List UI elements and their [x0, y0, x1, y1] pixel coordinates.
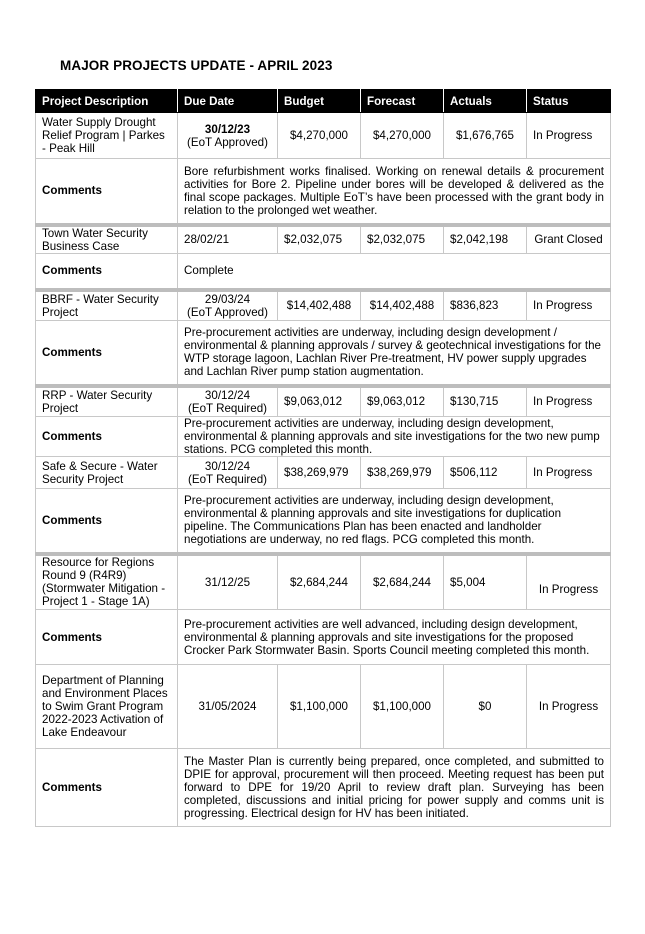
comment-text: Bore refurbishment works finalised. Working on renewal details & procurement activities for Bore 2. Pipeline under bores will be developed & delivered as the final scope packages. Multiple EoT’s have been processed with the grant body in relation to the prolonged wet weather.: [178, 159, 611, 225]
actuals: $1,676,765: [444, 113, 527, 159]
table-row: [36, 386, 611, 417]
comments-label: Comments: [36, 417, 178, 457]
header-project-description: Project Description: [36, 90, 178, 113]
comment-text: Pre-procurement activities are underway, including design development, environmental & planning approvals and site investigations for the two new pump stations. PCG completed this month.: [178, 417, 611, 457]
actuals: $0: [444, 665, 527, 749]
table-row: [36, 457, 611, 489]
due-date-cell: [178, 457, 278, 489]
forecast: $38,269,979: [361, 457, 444, 489]
comments-label: Comments: [36, 489, 178, 554]
status: In Progress: [527, 457, 611, 489]
table-row: [36, 290, 611, 321]
comment-row: [36, 321, 611, 386]
comment-row: [36, 489, 611, 554]
due-date: 30/12/23: [204, 122, 251, 136]
projects-table: [35, 89, 611, 827]
actuals: $506,112: [444, 457, 527, 489]
table-row: [36, 225, 611, 254]
table-row: [36, 554, 611, 610]
due-date: 30/12/24: [204, 459, 251, 473]
budget: $9,063,012: [278, 386, 361, 417]
budget: $38,269,979: [278, 457, 361, 489]
project-description: Town Water Security Business Case: [36, 225, 178, 254]
due-note: (EoT Approved): [187, 305, 268, 319]
comments-label: Comments: [36, 610, 178, 665]
comment-text: Pre-procurement activities are well advanced, including design development, environmental & planning approvals and site investigations for the proposed Crocker Park Stormwater Basin. Sports Council meeting completed this month.: [178, 610, 611, 665]
due-date: 28/02/21: [178, 225, 278, 254]
comment-row: [36, 417, 611, 457]
comment-row: [36, 610, 611, 665]
comment-row: [36, 749, 611, 827]
actuals: $130,715: [444, 386, 527, 417]
project-description: BBRF - Water Security Project: [36, 290, 178, 321]
header-status: Status: [527, 90, 611, 113]
forecast: $2,684,244: [361, 554, 444, 610]
actuals: $5,004: [444, 554, 527, 610]
budget: $14,402,488: [278, 290, 361, 321]
comments-label: Comments: [36, 254, 178, 290]
actuals: $2,042,198: [444, 225, 527, 254]
status: In Progress: [527, 386, 611, 417]
status: In Progress: [527, 290, 611, 321]
table-row: [36, 665, 611, 749]
project-description: Water Supply Drought Relief Program | Parkes - Peak Hill: [36, 113, 178, 159]
due-date: 29/03/24: [204, 292, 251, 306]
comments-label: Comments: [36, 749, 178, 827]
budget: $2,684,244: [278, 554, 361, 610]
forecast: $9,063,012: [361, 386, 444, 417]
budget: $4,270,000: [278, 113, 361, 159]
forecast: $2,032,075: [361, 225, 444, 254]
header-actuals: Actuals: [444, 90, 527, 113]
comment-text: Pre-procurement activities are underway, including design development, environmental & planning approvals and site investigations for duplication pipeline. The Communications Plan has been enacted and landholder negotiations are underway, no red flags. PCG completed this month.: [178, 489, 611, 554]
project-description: Resource for Regions Round 9 (R4R9) (Stormwater Mitigation - Project 1 - Stage 1A): [36, 554, 178, 610]
comment-row: [36, 254, 611, 290]
status: In Progress: [527, 554, 611, 610]
due-note: (EoT Required): [187, 401, 268, 415]
budget: $2,032,075: [278, 225, 361, 254]
header-forecast: Forecast: [361, 90, 444, 113]
header-due-date: Due Date: [178, 90, 278, 113]
comment-row: [36, 159, 611, 225]
page-title: MAJOR PROJECTS UPDATE - APRIL 2023: [60, 58, 333, 73]
table-row: [36, 113, 611, 159]
actuals: $836,823: [444, 290, 527, 321]
project-description: RRP - Water Security Project: [36, 386, 178, 417]
comment-text: The Master Plan is currently being prepared, once completed, and submitted to DPIE for approval, procurement will then proceed. Meeting request has been put forward to DPE for 19/20 April to review draft plan. Surveying has been completed, discussions and initial pricing for power supply and comms unit is progressing. Electrical design for HV has been initiated.: [178, 749, 611, 827]
due-date: 30/12/24: [204, 388, 251, 402]
due-date-cell: [178, 290, 278, 321]
status: In Progress: [527, 113, 611, 159]
project-description: Department of Planning and Environment Places to Swim Grant Program 2022-2023 Activation of Lake Endeavour: [36, 665, 178, 749]
budget: $1,100,000: [278, 665, 361, 749]
status: In Progress: [527, 665, 611, 749]
due-note: (EoT Required): [187, 472, 268, 486]
comment-text: Pre-procurement activities are underway, including design development / environmental & planning approvals / survey & geotechnical investigations for the WTP storage lagoon, Lachlan River Pre-treatment, HV power supply upgrades and Lachlan River pump station augmentation.: [178, 321, 611, 386]
due-date: 31/05/2024: [178, 665, 278, 749]
forecast: $4,270,000: [361, 113, 444, 159]
table-header-row: [36, 90, 611, 113]
comments-label: Comments: [36, 321, 178, 386]
header-budget: Budget: [278, 90, 361, 113]
forecast: $14,402,488: [361, 290, 444, 321]
due-date-cell: [178, 113, 278, 159]
project-description: Safe & Secure - Water Security Project: [36, 457, 178, 489]
comments-label: Comments: [36, 159, 178, 225]
due-date: 31/12/25: [178, 554, 278, 610]
comment-text: Complete: [178, 254, 611, 290]
status: Grant Closed: [527, 225, 611, 254]
due-note: (EoT Approved): [187, 135, 268, 149]
due-date-cell: [178, 386, 278, 417]
forecast: $1,100,000: [361, 665, 444, 749]
